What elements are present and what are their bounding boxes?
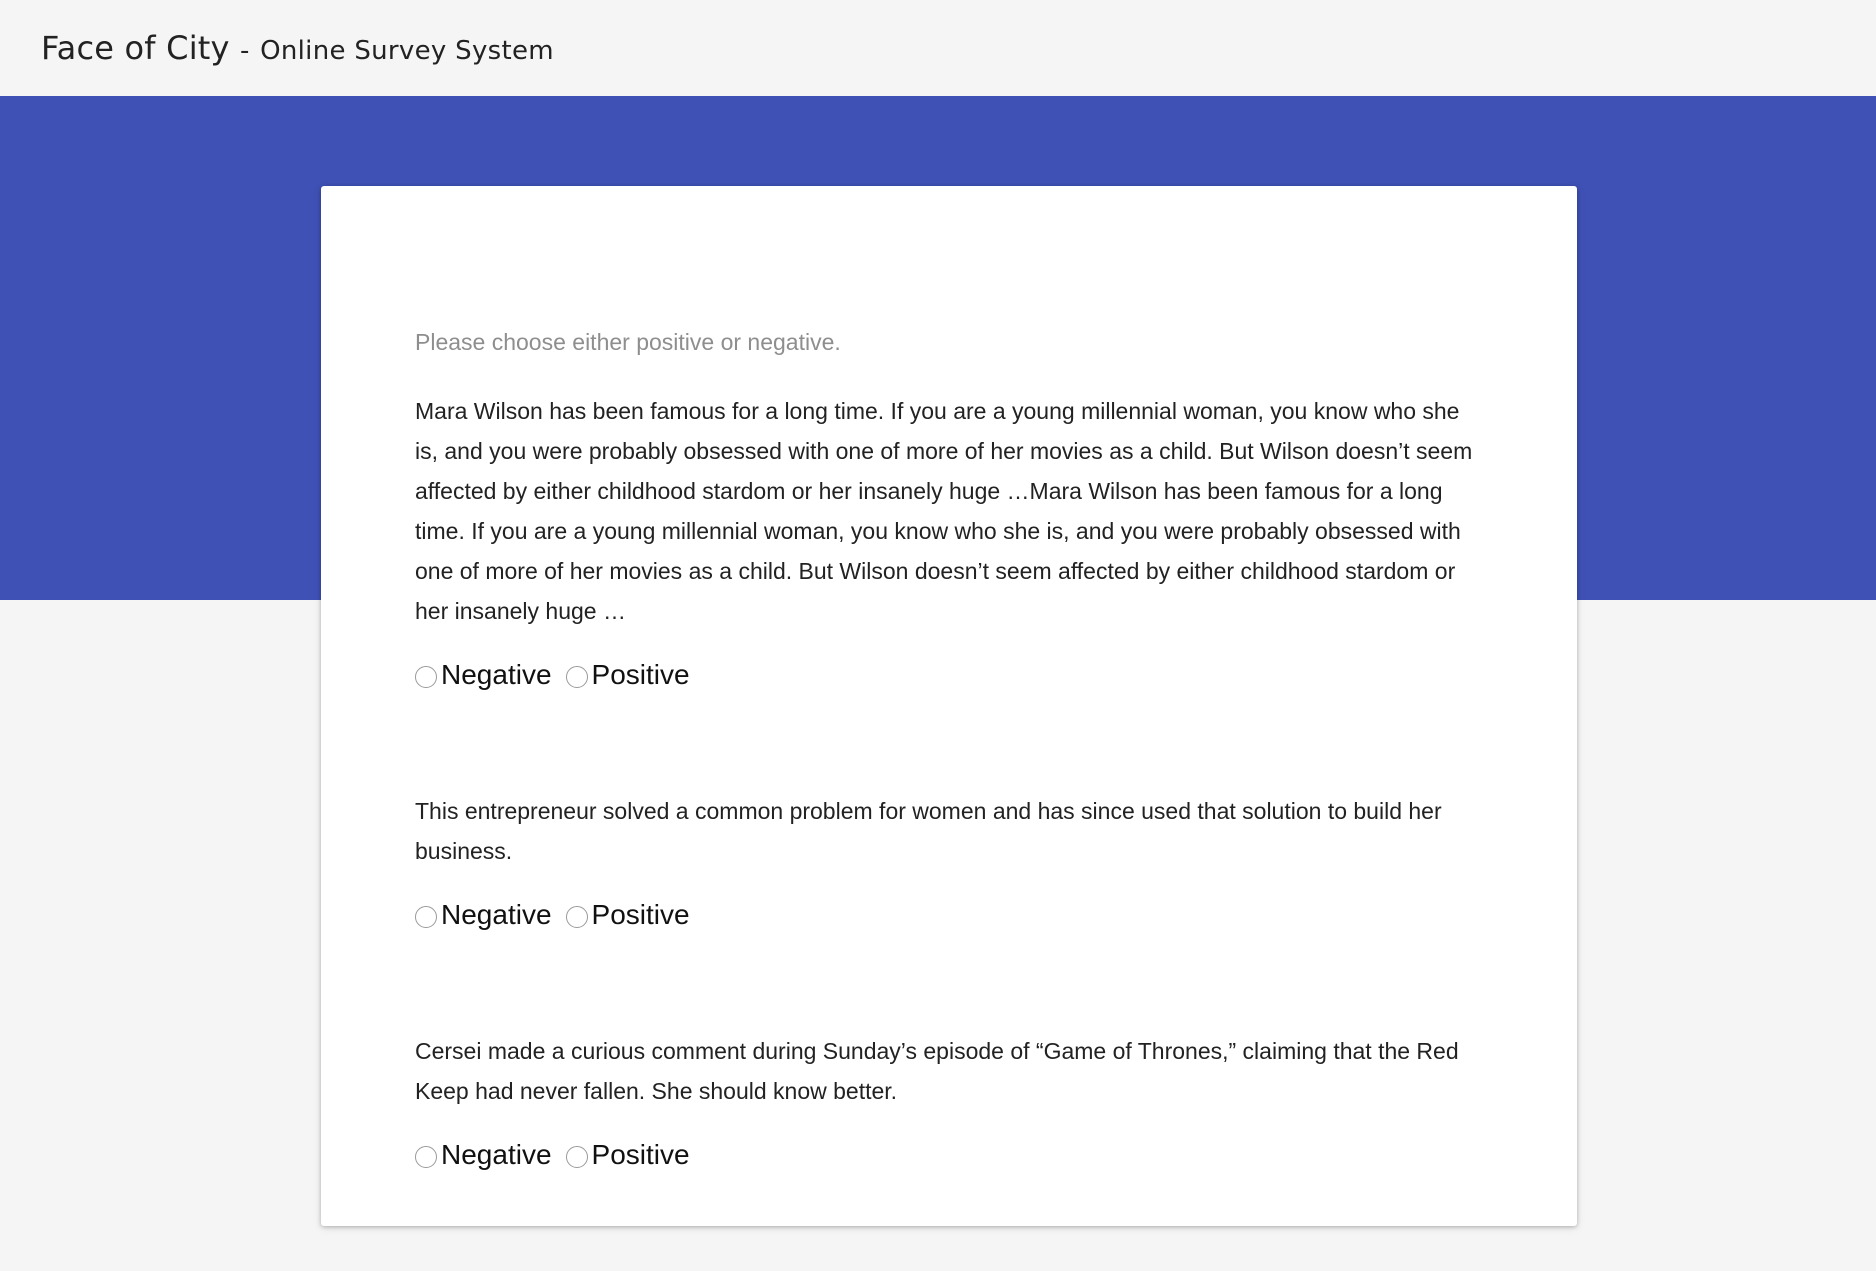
app-title — [41, 29, 554, 67]
question-1 — [415, 391, 1485, 695]
title-separator: - — [240, 36, 250, 66]
question-text: This entrepreneur solved a common problem for women and has since used that solution to build her business. — [415, 798, 1442, 864]
radio-button[interactable] — [415, 1146, 437, 1168]
survey-card — [321, 186, 1577, 1226]
option-label[interactable]: Positive — [591, 659, 690, 690]
question-text: Cersei made a curious comment during Sunday’s episode of “Game of Thrones,” claiming that the Red Keep had never fallen. She should know better. — [415, 1038, 1459, 1104]
app-name: Face of City — [41, 29, 230, 67]
option-label[interactable]: Negative — [441, 1139, 552, 1170]
positive-radio-option[interactable] — [566, 899, 690, 931]
question-3 — [415, 1031, 1485, 1175]
app-subtitle: Online Survey System — [260, 36, 554, 66]
negative-radio-option[interactable] — [415, 1139, 552, 1171]
answer-options — [415, 1135, 1485, 1175]
radio-button[interactable] — [566, 1146, 588, 1168]
question-2 — [415, 791, 1485, 935]
question-text: Mara Wilson has been famous for a long time. If you are a young millennial woman, you know who she is, and you were probably obsessed with one of more of her movies as a child. But Wilson doesn’t seem affected by either childhood stardom or her insanely huge …Mara Wilson has been famous for a long time. If you are a young millennial woman, you know who she is, and you were probably obsessed with one of more of her movies as a child. But Wilson doesn’t seem affected by either childhood stardom or her insanely huge … — [415, 398, 1473, 624]
option-label[interactable]: Positive — [591, 1139, 690, 1170]
survey-form — [415, 326, 1485, 1271]
negative-radio-option[interactable] — [415, 659, 552, 691]
answer-options — [415, 895, 1485, 935]
option-label[interactable]: Positive — [591, 899, 690, 930]
radio-button[interactable] — [566, 906, 588, 928]
option-label[interactable]: Negative — [441, 659, 552, 690]
radio-button[interactable] — [415, 666, 437, 688]
negative-radio-option[interactable] — [415, 899, 552, 931]
top-bar — [0, 0, 1876, 96]
radio-button[interactable] — [566, 666, 588, 688]
option-label[interactable]: Negative — [441, 899, 552, 930]
answer-options — [415, 655, 1485, 695]
radio-button[interactable] — [415, 906, 437, 928]
survey-instruction: Please choose either positive or negative. — [415, 329, 841, 355]
positive-radio-option[interactable] — [566, 659, 690, 691]
positive-radio-option[interactable] — [566, 1139, 690, 1171]
